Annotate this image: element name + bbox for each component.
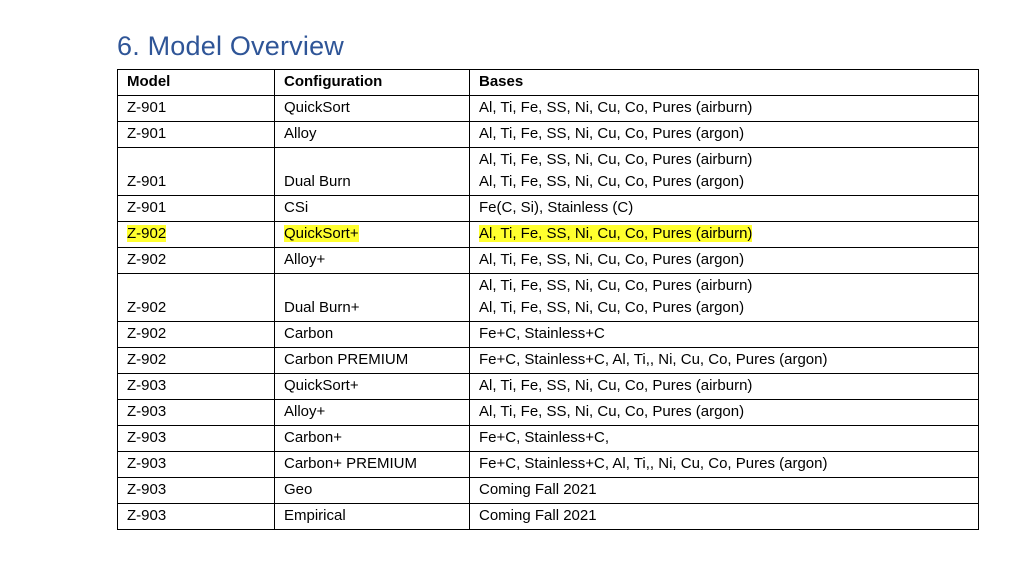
table-row <box>118 374 979 400</box>
model-cell-text: Z-903 <box>127 507 167 524</box>
model-cell <box>118 248 275 274</box>
table-row <box>118 322 979 348</box>
configuration-cell <box>275 400 470 426</box>
bases-line: Al, Ti, Fe, SS, Ni, Cu, Co, Pures (airburn) <box>479 377 753 394</box>
bases-line: Al, Ti, Fe, SS, Ni, Cu, Co, Pures (argon) <box>479 403 745 420</box>
model-cell <box>118 374 275 400</box>
table-row <box>118 196 979 222</box>
configuration-cell <box>275 322 470 348</box>
configuration-cell-text: Carbon <box>284 325 334 342</box>
model-cell-text: Z-901 <box>127 99 167 116</box>
configuration-cell <box>275 148 470 196</box>
model-cell <box>118 426 275 452</box>
model-cell-text: Z-902 <box>127 325 167 342</box>
bases-line: Al, Ti, Fe, SS, Ni, Cu, Co, Pures (argon) <box>479 125 745 142</box>
configuration-cell-text: Alloy+ <box>284 251 326 268</box>
bases-cell <box>470 426 979 452</box>
configuration-cell <box>275 452 470 478</box>
bases-cell <box>470 222 979 248</box>
configuration-cell-text: QuickSort <box>284 99 350 116</box>
model-cell-text: Z-903 <box>127 481 167 498</box>
bases-line: Al, Ti, Fe, SS, Ni, Cu, Co, Pures (airburn) <box>479 99 753 116</box>
configuration-cell-text: Alloy+ <box>284 403 326 420</box>
model-cell-text: Z-903 <box>127 377 167 394</box>
table-row <box>118 426 979 452</box>
bases-line: Al, Ti, Fe, SS, Ni, Cu, Co, Pures (airburn) <box>479 277 753 294</box>
bases-cell <box>470 400 979 426</box>
model-cell-text: Z-901 <box>127 125 167 142</box>
model-cell-text: Z-903 <box>127 403 167 420</box>
table-row <box>118 400 979 426</box>
configuration-cell <box>275 374 470 400</box>
bases-line: Fe+C, Stainless+C, Al, Ti,, Ni, Cu, Co, Pures (argon) <box>479 455 828 472</box>
configuration-cell <box>275 122 470 148</box>
model-cell <box>118 196 275 222</box>
table-row <box>118 348 979 374</box>
model-cell <box>118 452 275 478</box>
configuration-cell <box>275 348 470 374</box>
bases-cell <box>470 452 979 478</box>
configuration-cell-text: CSi <box>284 199 309 216</box>
configuration-cell-text: QuickSort+ <box>284 377 359 394</box>
model-cell <box>118 322 275 348</box>
model-cell-text: Z-903 <box>127 455 167 472</box>
model-cell <box>118 348 275 374</box>
table-row <box>118 478 979 504</box>
table-header-row <box>118 70 979 96</box>
table-row <box>118 248 979 274</box>
bases-line: Al, Ti, Fe, SS, Ni, Cu, Co, Pures (argon) <box>479 251 745 268</box>
column-header-model: Model <box>118 70 275 96</box>
configuration-cell <box>275 274 470 322</box>
table-row <box>118 274 979 322</box>
configuration-cell <box>275 248 470 274</box>
bases-cell <box>470 148 979 196</box>
model-cell-text: Z-903 <box>127 429 167 446</box>
model-cell-text: Z-902 <box>127 299 167 316</box>
bases-line: Al, Ti, Fe, SS, Ni, Cu, Co, Pures (argon) <box>479 173 745 190</box>
configuration-cell-text: Carbon+ <box>284 429 342 446</box>
model-cell-text: Z-902 <box>127 351 167 368</box>
configuration-cell <box>275 478 470 504</box>
configuration-cell <box>275 196 470 222</box>
bases-cell <box>470 248 979 274</box>
table-row <box>118 504 979 530</box>
bases-line: Al, Ti, Fe, SS, Ni, Cu, Co, Pures (airburn) <box>479 225 753 242</box>
model-cell <box>118 400 275 426</box>
bases-line: Coming Fall 2021 <box>479 481 597 498</box>
configuration-cell-text: Dual Burn+ <box>284 299 360 316</box>
model-cell-text: Z-902 <box>127 251 167 268</box>
model-cell <box>118 222 275 248</box>
bases-cell <box>470 274 979 322</box>
model-cell <box>118 274 275 322</box>
bases-line: Al, Ti, Fe, SS, Ni, Cu, Co, Pures (airburn) <box>479 151 753 168</box>
section-title: 6. Model Overview <box>117 31 344 61</box>
bases-cell <box>470 96 979 122</box>
bases-line: Coming Fall 2021 <box>479 507 597 524</box>
model-cell <box>118 122 275 148</box>
bases-cell <box>470 196 979 222</box>
bases-cell <box>470 348 979 374</box>
model-overview-table <box>117 69 979 530</box>
table-row <box>118 122 979 148</box>
table-row <box>118 452 979 478</box>
bases-line: Fe+C, Stainless+C <box>479 325 605 342</box>
bases-cell <box>470 374 979 400</box>
configuration-cell-text: Alloy <box>284 125 317 142</box>
bases-cell <box>470 122 979 148</box>
bases-cell <box>470 478 979 504</box>
column-header-bases: Bases <box>470 70 979 96</box>
model-cell <box>118 504 275 530</box>
configuration-cell-text: QuickSort+ <box>284 225 359 242</box>
column-header-configuration: Configuration <box>275 70 470 96</box>
bases-line: Fe(C, Si), Stainless (C) <box>479 199 634 216</box>
model-cell-text: Z-902 <box>127 225 167 242</box>
configuration-cell-text: Empirical <box>284 507 346 524</box>
model-cell <box>118 478 275 504</box>
model-cell-text: Z-901 <box>127 199 167 216</box>
configuration-cell-text: Dual Burn <box>284 173 351 190</box>
configuration-cell-text: Carbon PREMIUM <box>284 351 409 368</box>
configuration-cell <box>275 96 470 122</box>
configuration-cell-text: Geo <box>284 481 313 498</box>
bases-line: Al, Ti, Fe, SS, Ni, Cu, Co, Pures (argon) <box>479 299 745 316</box>
model-cell <box>118 96 275 122</box>
bases-line: Fe+C, Stainless+C, Al, Ti,, Ni, Cu, Co, Pures (argon) <box>479 351 828 368</box>
table-row <box>118 148 979 196</box>
bases-cell <box>470 322 979 348</box>
configuration-cell <box>275 222 470 248</box>
table-row <box>118 222 979 248</box>
configuration-cell <box>275 504 470 530</box>
model-cell-text: Z-901 <box>127 173 167 190</box>
bases-line: Fe+C, Stainless+C, <box>479 429 610 446</box>
configuration-cell <box>275 426 470 452</box>
table-row <box>118 96 979 122</box>
bases-cell <box>470 504 979 530</box>
table-body <box>118 96 979 530</box>
model-cell <box>118 148 275 196</box>
configuration-cell-text: Carbon+ PREMIUM <box>284 455 417 472</box>
